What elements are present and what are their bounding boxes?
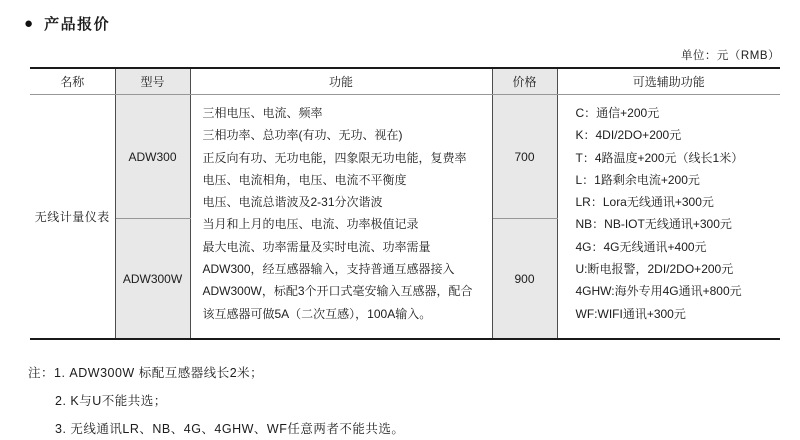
function-line: 三相功率、总功率(有功、无功、视在) xyxy=(202,128,403,143)
function-line: 三相电压、电流、频率 xyxy=(202,106,323,120)
model-cell-adw300: ADW300 xyxy=(115,95,190,219)
notes xyxy=(28,359,800,440)
aux-option-line: T：4路温度+200元（线长1米） xyxy=(575,150,744,165)
header-row xyxy=(30,68,780,95)
aux-option-line: NB：NB-IOT无线通讯+300元 xyxy=(575,217,732,232)
price-cell-adw300: 700 xyxy=(492,95,557,219)
aux-options-cell xyxy=(557,95,780,340)
notes-label: 注： xyxy=(28,366,55,380)
function-line: 当月和上月的电压、电流、功率极值记录 xyxy=(202,217,419,232)
aux-option-line: 4G：4G无线通讯+400元 xyxy=(575,239,707,254)
header-cell-name: 名称 xyxy=(30,68,115,95)
header-cell-price: 价格 xyxy=(492,68,557,95)
model-cell-adw300w: ADW300W xyxy=(115,219,190,340)
aux-option-line: C：通信+200元 xyxy=(575,106,660,120)
note-line: 3. 无线通讯LR、NB、4G、4GHW、WF任意两者不能共选。 xyxy=(55,422,405,436)
unit-label: 单位：元（RMB） xyxy=(680,50,780,62)
header-cell-model: 型号 xyxy=(115,68,190,95)
page-title: 产品报价 xyxy=(44,16,111,33)
header-cell-function: 功能 xyxy=(190,68,492,95)
price-cell-adw300w: 900 xyxy=(492,219,557,340)
function-line: ADW300，经互感器输入，支持普通互感器接入 xyxy=(202,262,455,277)
header-cell-aux: 可选辅助功能 xyxy=(557,68,780,95)
function-line: 最大电流、功率需量及实时电流、功率需量 xyxy=(202,239,431,254)
function-cell xyxy=(190,95,492,340)
note-line xyxy=(28,359,800,387)
function-line: 正反向有功、无功电能，四象限无功电能，复费率 xyxy=(202,150,467,165)
pricing-table xyxy=(30,67,780,340)
function-line: 电压、电流相角，电压、电流不平衡度 xyxy=(202,172,407,187)
function-line: ADW300W，标配3个开口式毫安输入互感器，配合该互感器可做5A（二次互感），100A输入。 xyxy=(202,284,473,321)
aux-option-line: U:断电报警，2DI/2DO+200元 xyxy=(575,262,734,277)
aux-option-line: LR：Lora无线通讯+300元 xyxy=(575,195,714,210)
table-row xyxy=(30,95,780,219)
aux-option-line: L：1路剩余电流+200元 xyxy=(575,172,700,187)
aux-option-line: WF:WIFI通讯+300元 xyxy=(575,306,686,321)
aux-option-line: 4GHW:海外专用4G通讯+800元 xyxy=(575,284,742,299)
note-text: 1. ADW300W 标配互感器线长2米； xyxy=(54,366,264,380)
note-line: 2. K与U不能共选； xyxy=(55,394,167,408)
section-title xyxy=(0,0,800,34)
bullet-icon: ● xyxy=(24,15,34,32)
category-cell: 无线计量仪表 xyxy=(30,95,115,340)
aux-option-line: K：4DI/2DO+200元 xyxy=(575,128,682,143)
function-line: 电压、电流总谐波及2-31分次谐波 xyxy=(202,195,383,210)
